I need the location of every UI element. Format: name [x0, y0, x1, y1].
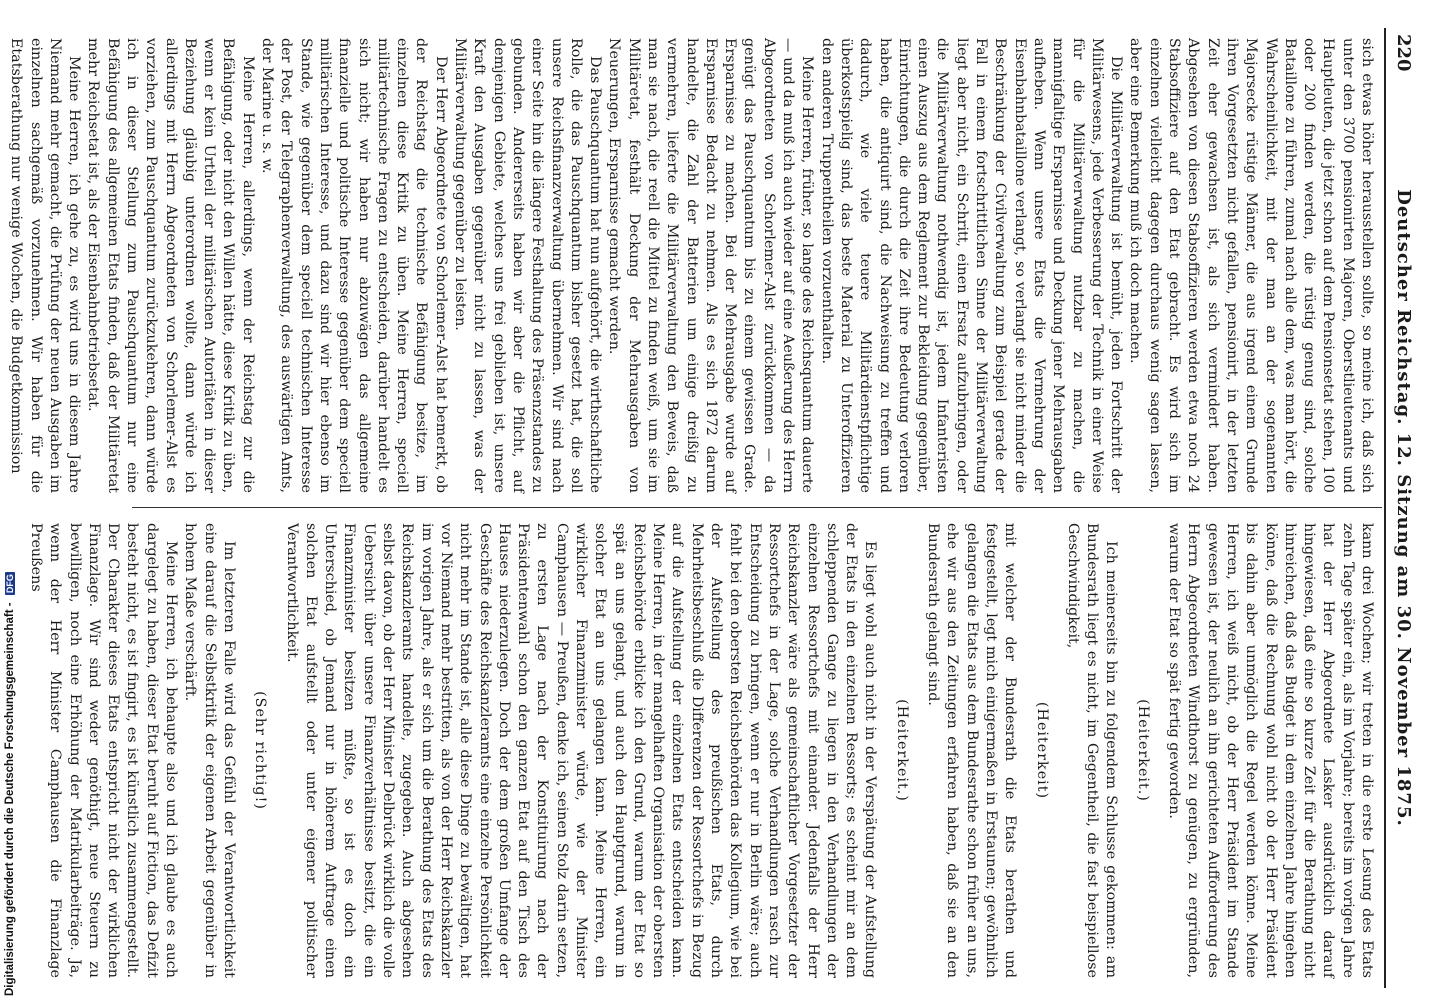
page-header	[1388, 28, 1416, 988]
digitization-footer	[4, 574, 18, 996]
digitization-note: Digitalisierung gefördert durch die Deutsche Forschungsgemeinschaft -	[4, 602, 16, 996]
paragraph: Im letzteren Falle wird das Gefühl der Verantwortlichkeit eine darauf die Selbstkritik der eigenen Arbeit gegenüber in hohem Maße verschärft.	[182, 523, 237, 978]
left-column	[8, 38, 1376, 493]
interjection: (Heiterkeit)	[1033, 701, 1050, 800]
paragraph: sich etwas höher herausstellen sollte, so meine ich, daß sich unter den 3700 pensionirten Majoren, Oberstlieutenants und Hauptleuten, die jetzt schon auf dem Pensionsetat stehen, 100 oder 200 finden werden, die rüstig genug sind, solche Bataillone zu führen, zumal nach alle dem, was man hört, die Wahrscheinlichkeit, mit der man an der sogenannten Majorsecke rüstige Männer, die aus irgend einem Grunde ihren Vorgesetzten nicht gefallen, pensionirt, in der letzten Zeit eher gewachsen ist, als sich vermindert haben. Abgesehen von diesen Stabsoffizieren werden etwa noch 24 Stabsoffiziere auf den Etat gebracht. Es wird sich im einzelnen vielleicht dagegen durchaus wenig sagen lassen, aber eine Bemerkung muß ich doch machen.	[1127, 38, 1375, 493]
paragraph: Die Militärverwaltung ist bemüht, jeden Fortschritt der Militärwesens, jede Verbesserung der Technik in einer Weise für die Militärverwaltung nutzbar zu machen, die mannigfaltige Ersparnisse und Deckung jener Mehrausgaben aufheben. Wenn unsere Etats die Vermehrung der Eisenbahnbataillone verlangt, so verlangt sie nicht minder die Beschränkung der Civilverwaltung zum Beispiel gerade der Fall in einem fortschrittlichen Sinne der Militärverwaltung liegt aber nicht, ein Schritt, einen Ersatz aufzubringen, oder die Militärverwaltung nothwendig ist, jedem Infanteristen einen Auszug aus dem Reglement zur Bekleidung gegenüber, Einrichtungen, die durch die Zeit ihre Bedeutung verloren haben, die antiquirt sind, die Nachweisung zu treffen und dadurch, wie viele teuere Militärdienstpflichtige überkostspielig sind, das beste Material zu Unteroffizieren den anderen Truppentheilen vorzuenthalten.	[818, 38, 1125, 493]
paragraph: Meine Herren, ich behaupte also und ich glaube es auch dargelegt zu haben, dieser Etat beruht auf Fiction, das Defizit besteht nicht, es ist fingirt, es ist künstlich zusammengestellt. Der Charakter dieses Etats entspricht nicht der wirklichen Finanzlage. Wir sind weder genöthigt, neue Steuern zu bewilligen, noch eine Erhöhung der Matrikularbeiträge. Ja, wenn der Herr Minister Camphausen die Finanzlage Preußens	[28, 523, 180, 978]
paragraph: Der Herr Abgeordnete von Schorlemer-Alst hat bemerkt, ob der Reichstag die technische Befähigung besitze, im einzelnen diese Kritik zu üben. Meine Herren, speciell militärtechnische Fragen zu entscheiden, darüber handelt es sich nicht; wir haben nur abzuwägen das allgemeine finanzielle und politische Interesse gegenüber dem speciell militärischen Interesse, und dazu sind wir hier ebenso im Stande, wie gegenüber dem speciell technischen Interesse der Post, der Telegraphenverwaltung, des auswärtigen Amts, der Marine u. s. w.	[259, 38, 449, 493]
header-rule	[1384, 28, 1386, 988]
interjection: (Heiterkeit.)	[893, 699, 910, 802]
paragraph: mit welcher der Bundesrath die Etats berathen und festgestellt, legt mich einigermaßen in Erstaunen; gewöhnlich gelangen die Etats aus dem Bundesrathe schon früher an uns, ehe wir aus den Zeitungen erfahren haben, daß sie an den Bundesrath gelangt sind.	[925, 523, 1019, 978]
paragraph: Meine Herren, früher, so lange des Reichsquantum dauerte — und da muß ich auch wieder auf eine Aeußerung des Herrn Abgeordneten von Schorlemer-Alst zurückkommen — da genügt das Pauschquantum bis zu einem gewissen Grade. Ersparnisse zu machen. Bei der Mehrausgabe wurde auf Ersparnisse Bedacht zu nehmen. Als es sich 1872 darum handelte, die Zahl der Batterien um einige dreißig zu vermehren, lieferte die Militärverwaltung den Beweis, daß man sie nach, die reell die Mittel zu finden weiß, um sie im Militäretat, festhält Deckung der Mehrausgaben von Neuerungen, Ersparnisse gemacht werden.	[606, 38, 816, 493]
paragraph: Meine Herren, ich gehe zu, es wird uns in diesem Jahre Niemand mehr gemacht, die Prüfung der neuen Ausgaben im einzelnen sachgemäß vorzunehmen. Wir haben für die Etatsberathung nur wenige Wochen, die Budgetkommission	[8, 38, 83, 493]
dfg-logo: DFG	[5, 574, 15, 594]
interjection: (Heiterkeit.)	[1134, 699, 1151, 802]
paragraph: Meine Herren, allerdings, wenn der Reichstag zur die Befähigung, oder nicht den Willen hätte, diese Kritik zu üben, wenn er kein Urtheil der militärischen Autoritäten in dieser Beziehung gläubig unterordnen wollte, dann würde ich allerdings mit Herrn Abgeordneten von Schorlemer-Alst es vorziehen, zum Pauschquantum zurückzukehren, dann würde ich in dieser Stellung zum Pauschquantum nur eine Befähigung des allgemeinen Etats finden, daß der Militäretat mehr Reichsetat ist, als der Eisenbahnbetriebsetat.	[85, 38, 256, 493]
interjection: (Sehr richtig!)	[252, 691, 269, 810]
paragraph: Es liegt wohl auch nicht in der Verspätung der Aufstellung der Etats in den einzelnen Ressorts; es scheint mir an dem schleppenden Gange zu liegen in den Verhandlungen der einzelnen Ressortchefs mit einander. Jedenfalls der Herr Reichskanzler wäre als gemeinschaftlicher Vorgesetzter der Ressortchefs in der Lage, solche Verhandlungen rasch zur Entscheidung zu bringen, wenn er nur in Berlin wäre; auch fehlt bei den obersten Reichsbehörden das Kollegium, wie bei der Aufstellung des preußischen Etats, durch Mehrheitsbeschluß die Differenzen der Ressortchefs in Bezug auf die Aufstellung der einzelnen Etats entscheiden kann. Meine Herren, in der mangelhaften Organisation der obersten Reichsbehörde erblicke ich den Grund, warum der Etat so spät an uns gelangt, und auch den Hauptgrund, warum in solcher Etat an uns gelangen kann. Meine Herren, ein wirklicher Finanzminister würde, wie der Minister Camphausen — Preußen, denke ich, seinen Stolz darin setzen, zu ersten Lage nach der Konstituirung nach der Präsidentenwahl schon den ganzen Etat auf den Tisch des Hauses niederzulegen. Doch der dem großen Umfange der Geschäfte des Reichskanzleramts eine einzelne Persönlichkeit nicht mehr im Stande ist, alle diese Dinge zu bewältigen, hat vor Niemand mehr bestritten, als von der Herr Reichskanzler im vorigen Jahre, als er sich um die Berathung des Etats des Reichskanzleramts handelte, zugegeben. Auch abgesehen selbst davon, ob der Herr Minister Delbrück wirklich die volle Uebersicht über unsere Finanzverhältnisse besitzt, die ein Finanzminister besitzen müßte, so ist es doch ein Unterschied, ob Jemand nur in höherem Auftrage einen solchen Etat aufstellt oder unter eigener politischer Verantwortlichkeit.	[283, 523, 879, 978]
paragraph: kann drei Wochen; wir treten in die erste Lesung des Etats zehn Tage später ein, als im Vorjahre; bereits im vorigen Jahre hat der Herr Abgeordnete Lasker ausdrücklich darauf hingewiesen, daß eine so kurze Zeit für die Berathung nicht hinreichen, daß das Budget in dem einzelnen Jahre hingehen könne, daß die Rechnung wohl nicht ob der Herr Präsident bis dahin aber unmöglich die Regel werden könne. Meine Herren, ich weiß nicht, ob der Herr Präsident im Stande gewesen ist, der neulich an ihn gerichteten Aufforderung des Herrn Abgeordneten Windthorst zu genügen, zu ergründen, warum der Etat so spät fertig geworden.	[1166, 523, 1375, 978]
page-title: Deutscher Reichstag. 12. Sitzung am 30. November 1875.	[1393, 189, 1414, 827]
paragraph: Das Pauschquantum hat nun aufgehört, die wirthschaftliche Rolle, die das Pauschquantum bisher gesetzt hat, die soll unsere Reichsfinanzverwaltung übernehmen. Wir sind nach einer Seite hin die längere Festhaltung des Präsenzstandes zu gebunden. Andererseits haben wir aber die Pflicht, auf demjenigen Gebiete, welches uns frei geblieben ist, unsere Kraft den Ausgaben gegenüber nicht zu lassen, was der Militärverwaltung gegenüber zu leisten.	[452, 38, 604, 493]
column-divider	[132, 507, 1382, 508]
paragraph: Ich meinerseits bin zu folgendem Schlusse gekommen: am Bundesrath liegt es nicht, im Gegentheil, die fast beispiellose Geschwindigkeit,	[1064, 523, 1120, 978]
page-number: 220	[1393, 34, 1414, 72]
right-column	[28, 523, 1376, 978]
